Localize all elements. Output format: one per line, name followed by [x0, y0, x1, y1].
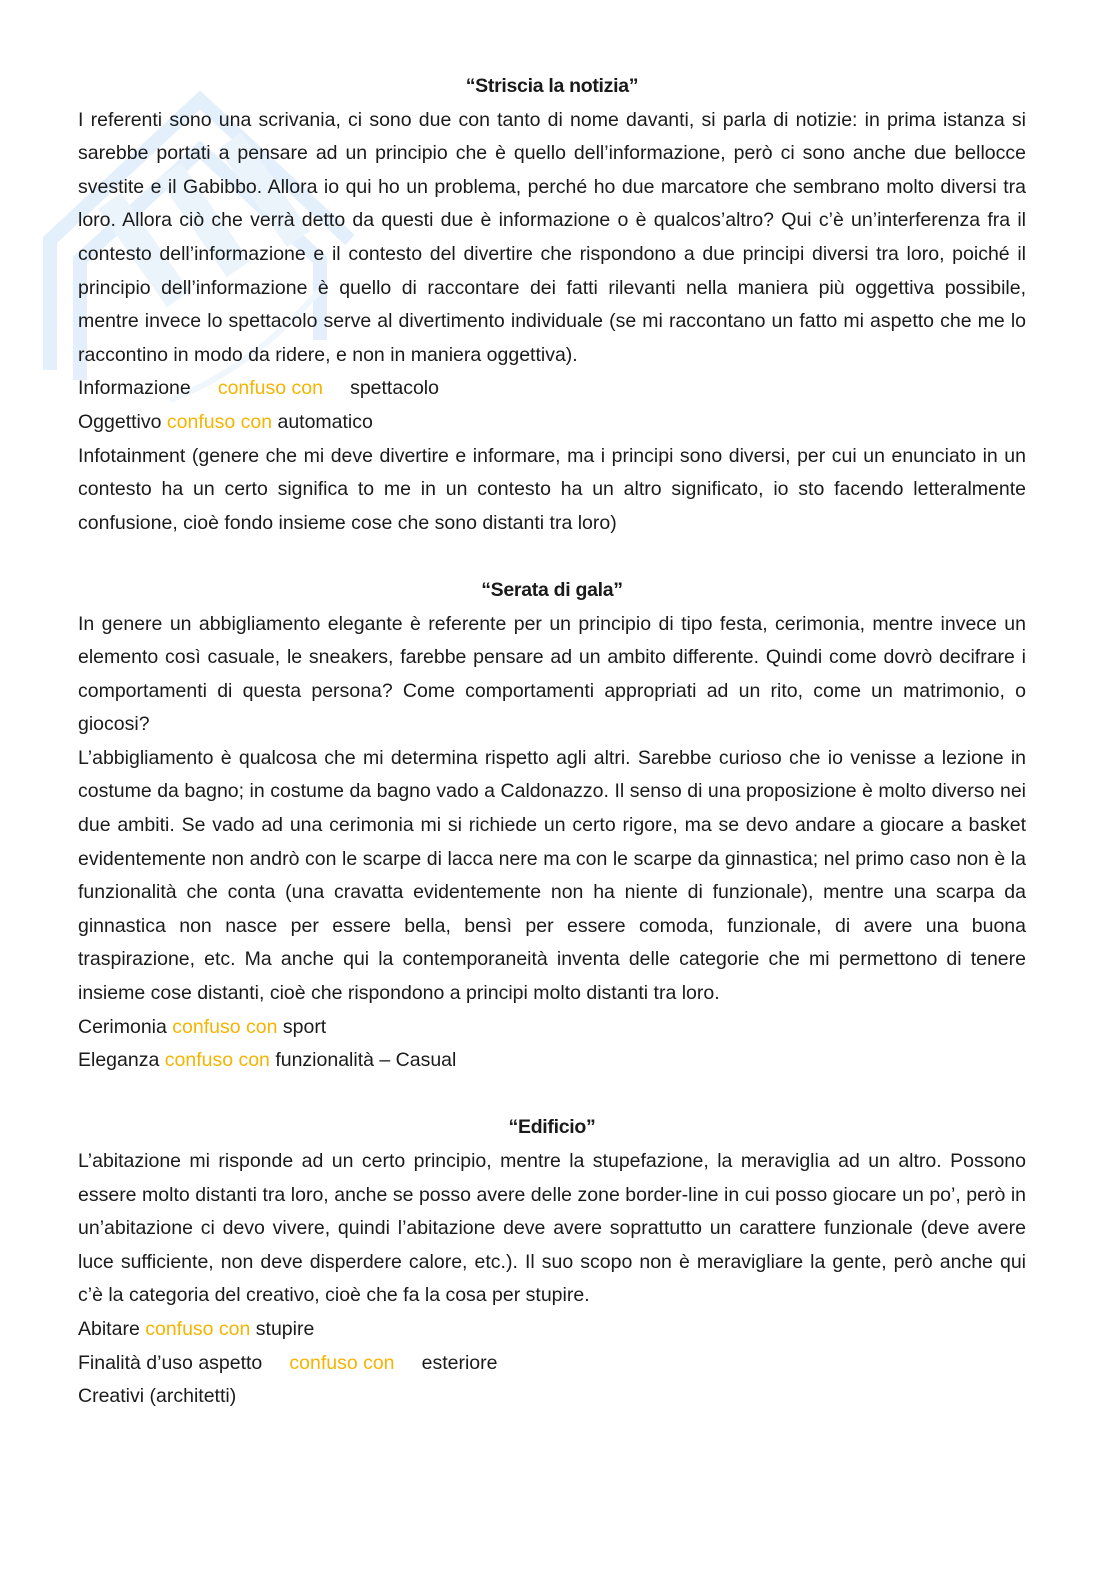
section-striscia — [78, 70, 1026, 540]
document-page — [78, 70, 1026, 1414]
comparison-line: Informazione confuso con spettacolo — [78, 377, 439, 400]
page-header-marker — [540, 0, 564, 3]
section-title: “Edificio” — [508, 1116, 596, 1139]
highlight-text: confuso con — [217, 377, 323, 400]
section-paragraph: I referenti sono una scrivania, ci sono due con tanto di nome davanti, si parla di notizie: in prima istanza si sarebbe portati a pensare ad un principio che è quello dell’informazione, però ci sono anche due bellocce svestite e il Gabibbo. Allora io qui ho un problema, perché ho due marcatore che sembrano molto diversi tra loro. Allora ciò che verrà detto da questi due è informazione o è qualcos’altro? Qui c’è un’interferenza fra il contesto dell’informazione e il contesto del divertire che rispondono a due principi diversi tra loro, poiché il principio dell’informazione è quello di raccontare dei fatti rilevanti nella maniera più oggettiva possibile, mentre invece lo spettacolo serve al divertimento individuale (se mi raccontano un fatto mi aspetto che me lo raccontino in modo da ridere, e non in maniera oggettiva). — [78, 108, 1026, 366]
highlight-text: confuso con — [145, 1317, 251, 1340]
comparison-line: Abitare confuso con stupire — [78, 1317, 315, 1340]
section-serata — [78, 574, 1026, 1078]
section-title: “Serata di gala” — [481, 578, 623, 601]
section-paragraph: L’abbigliamento è qualcosa che mi determina rispetto agli altri. Sarebbe curioso che io venisse a lezione in costume da bagno; in costume da bagno vado a Caldonazzo. Il senso di una proposizione è molto diverso nei due ambiti. Se vado ad una cerimonia mi si richiede un certo rigore, ma se devo andare a giocare a basket evidentemente non andrò con le scarpe di lacca nere ma con le scarpe da ginnastica; nel primo caso non è la funzionalità che conta (una cravatta evidentemente non ha niente di funzionale), mentre una scarpa da ginnastica non nasce per essere bella, bensì per essere comoda, funzionale, di avere una buona traspirazione, etc. Ma anche qui la contemporaneità inventa delle categorie che mi permettono di tenere insieme cose distanti, cioè che rispondono a principi molto distanti tra loro. — [78, 746, 1026, 1005]
highlight-text: confuso con — [289, 1351, 395, 1374]
section-paragraph: Infotainment (genere che mi deve divertire e informare, ma i principi sono diversi, per cui un enunciato in un contesto ha un certo significa to me in un contesto ha un altro significato, io sto facendo letteralmente confusione, cioè fondo insieme cose che sono distanti tra loro) — [78, 444, 1026, 534]
comparison-line: Finalità d’uso aspetto confuso con esteriore — [78, 1351, 498, 1374]
comparison-line: Cerimonia confuso con sport — [78, 1015, 327, 1038]
comparison-line: Oggettivo confuso con automatico — [78, 410, 373, 433]
highlight-text: confuso con — [172, 1015, 278, 1038]
highlight-text: confuso con — [164, 1049, 270, 1072]
section-paragraph: L’abitazione mi risponde ad un certo principio, mentre la stupefazione, la meraviglia ad un altro. Possono essere molto distanti tra loro, anche se posso avere delle zone border-line in cui posso giocare un po’, però in un’abitazione ci devo vivere, quindi l’abitazione deve avere soprattutto un carattere funzionale (deve avere luce sufficiente, non deve disperdere calore, etc.). Il suo scopo non è meravigliare la gente, però anche qui c’è la categoria del creativo, cioè che fa la cosa per stupire. — [78, 1150, 1026, 1307]
section-paragraph: In genere un abbigliamento elegante è referente per un principio di tipo festa, cerimonia, mentre invece un elemento così casuale, le sneakers, farebbe pensare ad un ambito differente. Quindi come dovrò decifrare i comportamenti di questa persona? Come comportamenti appropriati ad un rito, come un matrimonio, o giocosi? — [78, 612, 1026, 736]
plain-line: Creativi (architetti) — [78, 1385, 237, 1408]
section-title: “Striscia la notizia” — [465, 75, 639, 97]
comparison-line: Eleganza confuso con funzionalità – Casual — [78, 1049, 457, 1072]
highlight-text: confuso con — [166, 410, 273, 433]
section-edificio — [78, 1111, 1026, 1413]
